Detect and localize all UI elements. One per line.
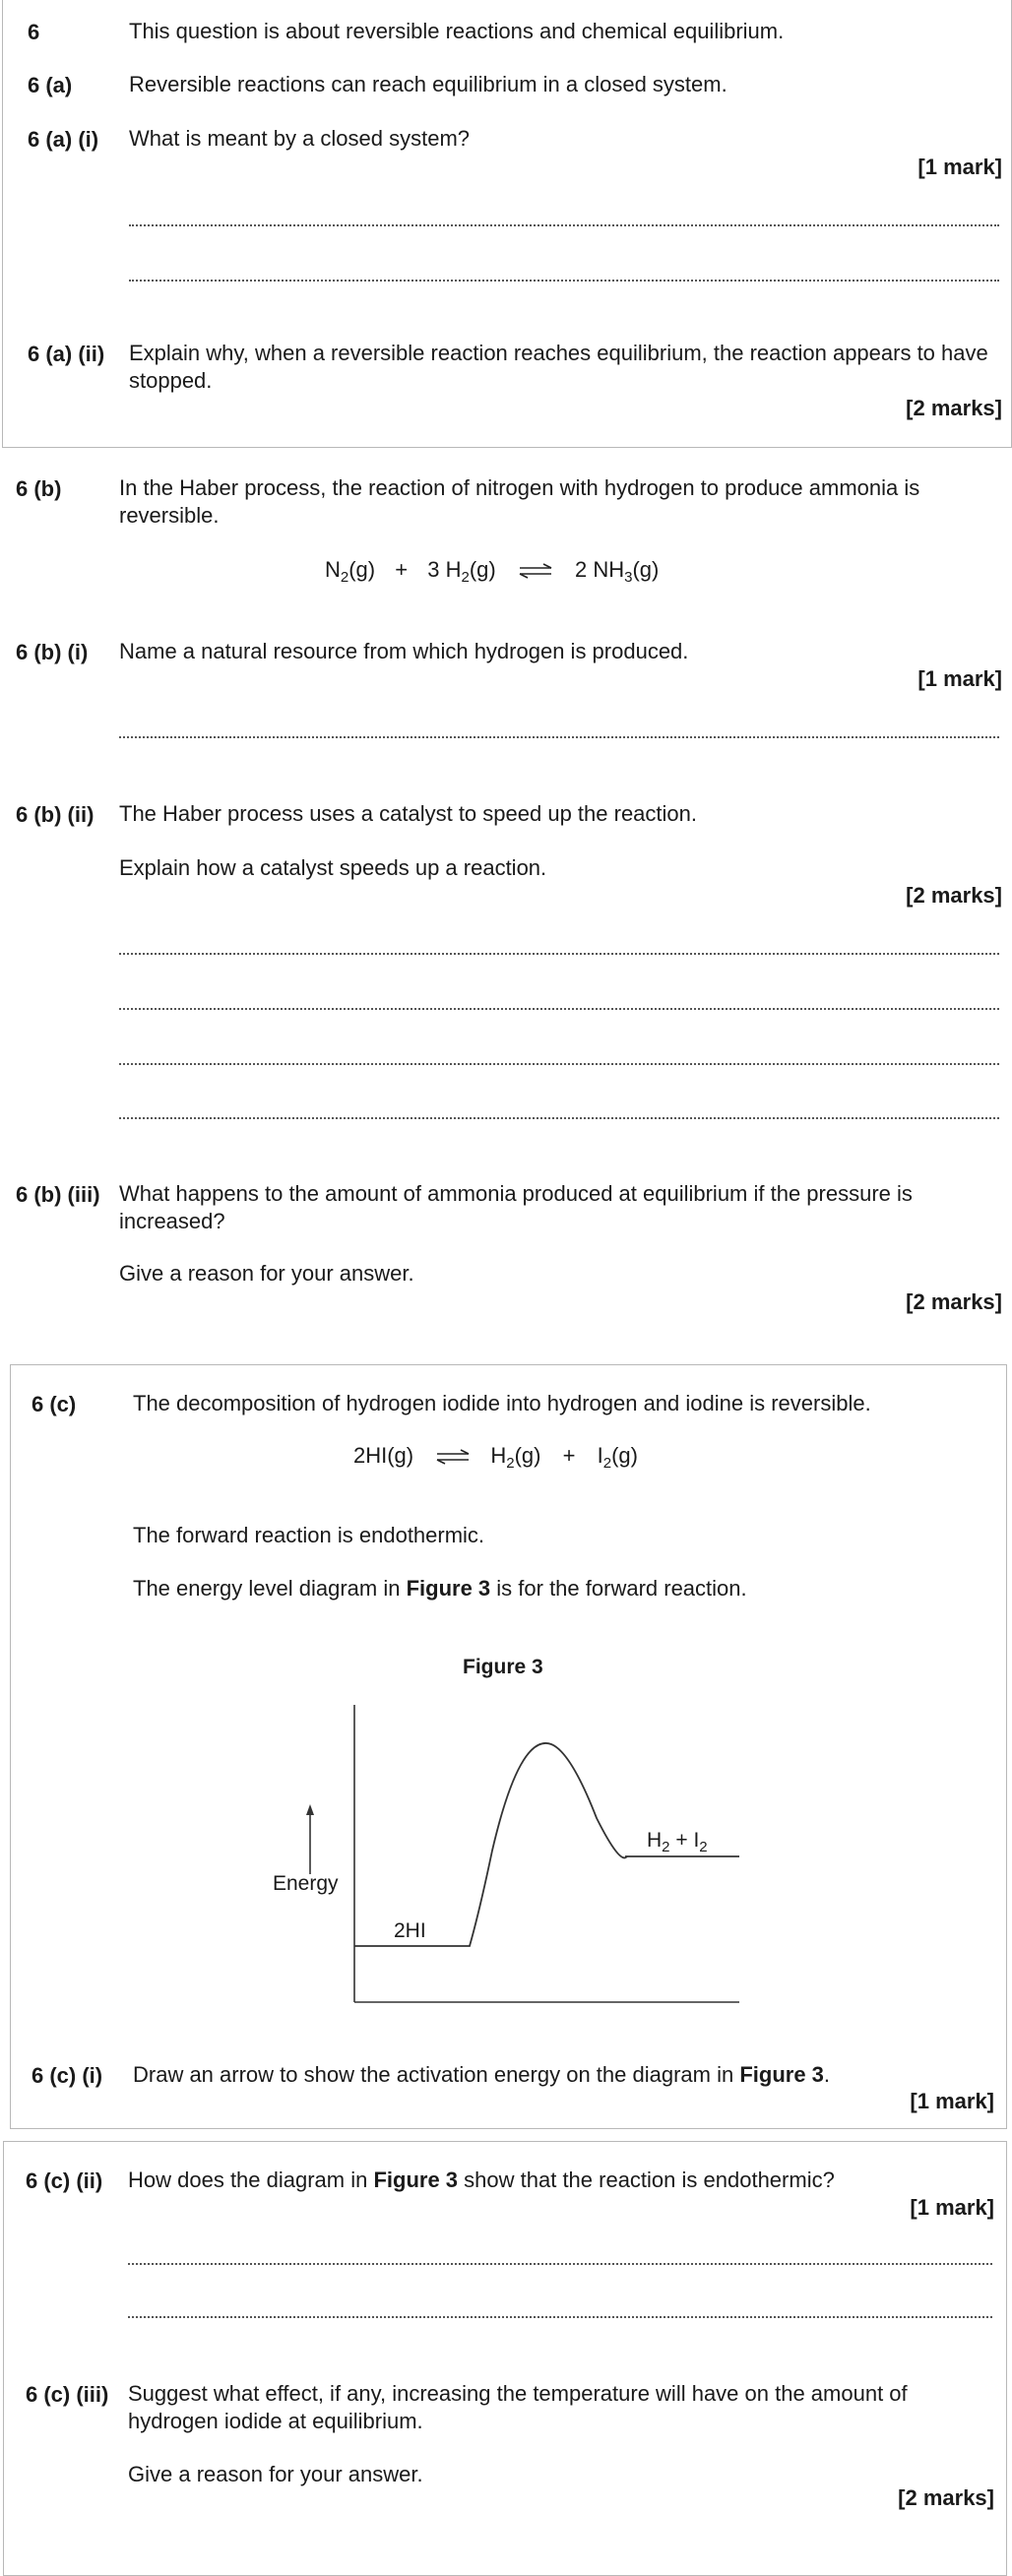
reactant-label: 2HI — [394, 1919, 426, 1942]
q6ciii-number: 6 (c) (iii) — [26, 2382, 109, 2407]
q6a-text: Reversible reactions can reach equilibrium in a closed system. — [129, 72, 727, 96]
q6ci-text — [133, 2061, 989, 2089]
energy-axis-label: Energy — [273, 1872, 339, 1895]
q6c-text3 — [133, 1575, 989, 1602]
product-i-sub: 2 — [699, 1839, 708, 1855]
q6biii-number: 6 (b) (iii) — [16, 1182, 100, 1207]
q6biii-marks: [2 marks] — [906, 1289, 1002, 1314]
equilibrium-arrow-icon — [433, 1449, 473, 1465]
product-h: H — [647, 1829, 663, 1852]
q6bi-text: Name a natural resource from which hydrogen is produced. — [119, 639, 689, 663]
q6cii-text — [128, 2167, 984, 2194]
product-plus-i: + I — [669, 1829, 700, 1852]
answer-line[interactable] — [129, 224, 999, 226]
q6-text: This question is about reversible reactions and chemical equilibrium. — [129, 19, 785, 43]
q6bii-number: 6 (b) (ii) — [16, 802, 95, 827]
eq-h2-sub: 2 — [461, 569, 470, 586]
answer-line[interactable] — [119, 1117, 999, 1119]
answer-line[interactable] — [119, 736, 999, 738]
q6ci-marks: [1 mark] — [910, 2089, 994, 2113]
q6c-number: 6 (c) — [32, 1392, 77, 1416]
q6-number: 6 — [28, 20, 40, 44]
q6cii-number: 6 (c) (ii) — [26, 2168, 103, 2193]
eq-plus: + — [395, 557, 409, 582]
eq-i2: I — [597, 1443, 603, 1468]
figure-ref: Figure 3 — [406, 1576, 491, 1601]
eq-n2-state: (g) — [348, 557, 376, 582]
q6ciii-marks: [2 marks] — [898, 2485, 994, 2510]
eq-n2: N — [325, 557, 341, 582]
figure-ref: Figure 3 — [739, 2062, 824, 2087]
q6ci-textc: . — [823, 2062, 831, 2087]
figure-title: Figure 3 — [463, 1656, 543, 1678]
reaction-profile-curve — [354, 1743, 627, 1946]
q6a-number: 6 (a) — [28, 73, 73, 97]
eq-i2-state: (g) — [611, 1443, 638, 1468]
q6ciii-text: Suggest what effect, if any, increasing the temperature will have on the amount of hydrogen iodide at equilibrium. — [128, 2381, 908, 2433]
eq-n2-sub: 2 — [340, 569, 349, 586]
q6cii-marks: [1 mark] — [910, 2195, 994, 2220]
q6biii-text2: Give a reason for your answer. — [119, 1261, 414, 1286]
q6bii-text2: Explain how a catalyst speeds up a reaction. — [119, 855, 547, 880]
q6ci-texta: Draw an arrow to show the activation energy on the diagram in — [133, 2062, 740, 2087]
q6ai-number: 6 (a) (i) — [28, 127, 99, 152]
q6c-text: The decomposition of hydrogen iodide into hydrogen and iodine is reversible. — [133, 1391, 871, 1415]
eq-plus: + — [562, 1443, 576, 1468]
eq-h2: 3 H — [427, 557, 462, 582]
section-6cii-panel — [3, 2141, 1007, 2576]
q6bii-marks: [2 marks] — [906, 883, 1002, 908]
eq-nh3: 2 NH — [574, 557, 625, 582]
q6c-text3c: is for the forward reaction. — [490, 1576, 747, 1601]
answer-line[interactable] — [119, 1008, 999, 1010]
product-h-sub: 2 — [662, 1839, 670, 1855]
q6aii-marks: [2 marks] — [906, 396, 1002, 420]
product-label — [647, 1829, 708, 1853]
q6cii-textc: show that the reaction is endothermic? — [458, 2168, 835, 2192]
eq-i2-sub: 2 — [602, 1455, 612, 1472]
figure-ref: Figure 3 — [373, 2168, 459, 2192]
arrow-head-icon — [306, 1804, 314, 1815]
equilibrium-arrow-icon — [516, 563, 555, 579]
eq-nh3-sub: 3 — [624, 569, 633, 586]
q6aii-number: 6 (a) (ii) — [28, 342, 105, 366]
q6ci-number: 6 (c) (i) — [32, 2063, 103, 2088]
q6biii-text: What happens to the amount of ammonia produced at equilibrium if the pressure is increased? — [119, 1181, 913, 1233]
eq-h2-sub: 2 — [506, 1455, 515, 1472]
eq-h2: H — [490, 1443, 507, 1468]
q6ciii-text2: Give a reason for your answer. — [128, 2462, 423, 2486]
q6bii-text: The Haber process uses a catalyst to speed up the reaction. — [119, 801, 697, 826]
answer-line[interactable] — [119, 1063, 999, 1065]
answer-line[interactable] — [119, 953, 999, 955]
haber-equation — [325, 557, 660, 586]
answer-line[interactable] — [128, 2316, 992, 2318]
eq-h2-state: (g) — [514, 1443, 541, 1468]
answer-line[interactable] — [128, 2263, 992, 2265]
q6cii-texta: How does the diagram in — [128, 2168, 374, 2192]
hi-equation — [353, 1443, 638, 1472]
eq-2hi: 2HI(g) — [353, 1443, 414, 1468]
q6b-number: 6 (b) — [16, 476, 62, 501]
eq-h2-state: (g) — [469, 557, 496, 582]
q6ai-text: What is meant by a closed system? — [129, 126, 471, 151]
q6aii-text: Explain why, when a reversible reaction reaches equilibrium, the reaction appears to have stopped. — [129, 341, 988, 393]
eq-nh3-state: (g) — [632, 557, 660, 582]
q6c-text3a: The energy level diagram in — [133, 1576, 407, 1601]
q6b-text: In the Haber process, the reaction of nitrogen with hydrogen to produce ammonia is reversible. — [119, 475, 920, 528]
q6bi-number: 6 (b) (i) — [16, 640, 89, 664]
answer-line[interactable] — [129, 280, 999, 282]
q6ai-marks: [1 mark] — [917, 155, 1002, 179]
q6bi-marks: [1 mark] — [917, 666, 1002, 691]
q6c-text2: The forward reaction is endothermic. — [133, 1523, 485, 1547]
